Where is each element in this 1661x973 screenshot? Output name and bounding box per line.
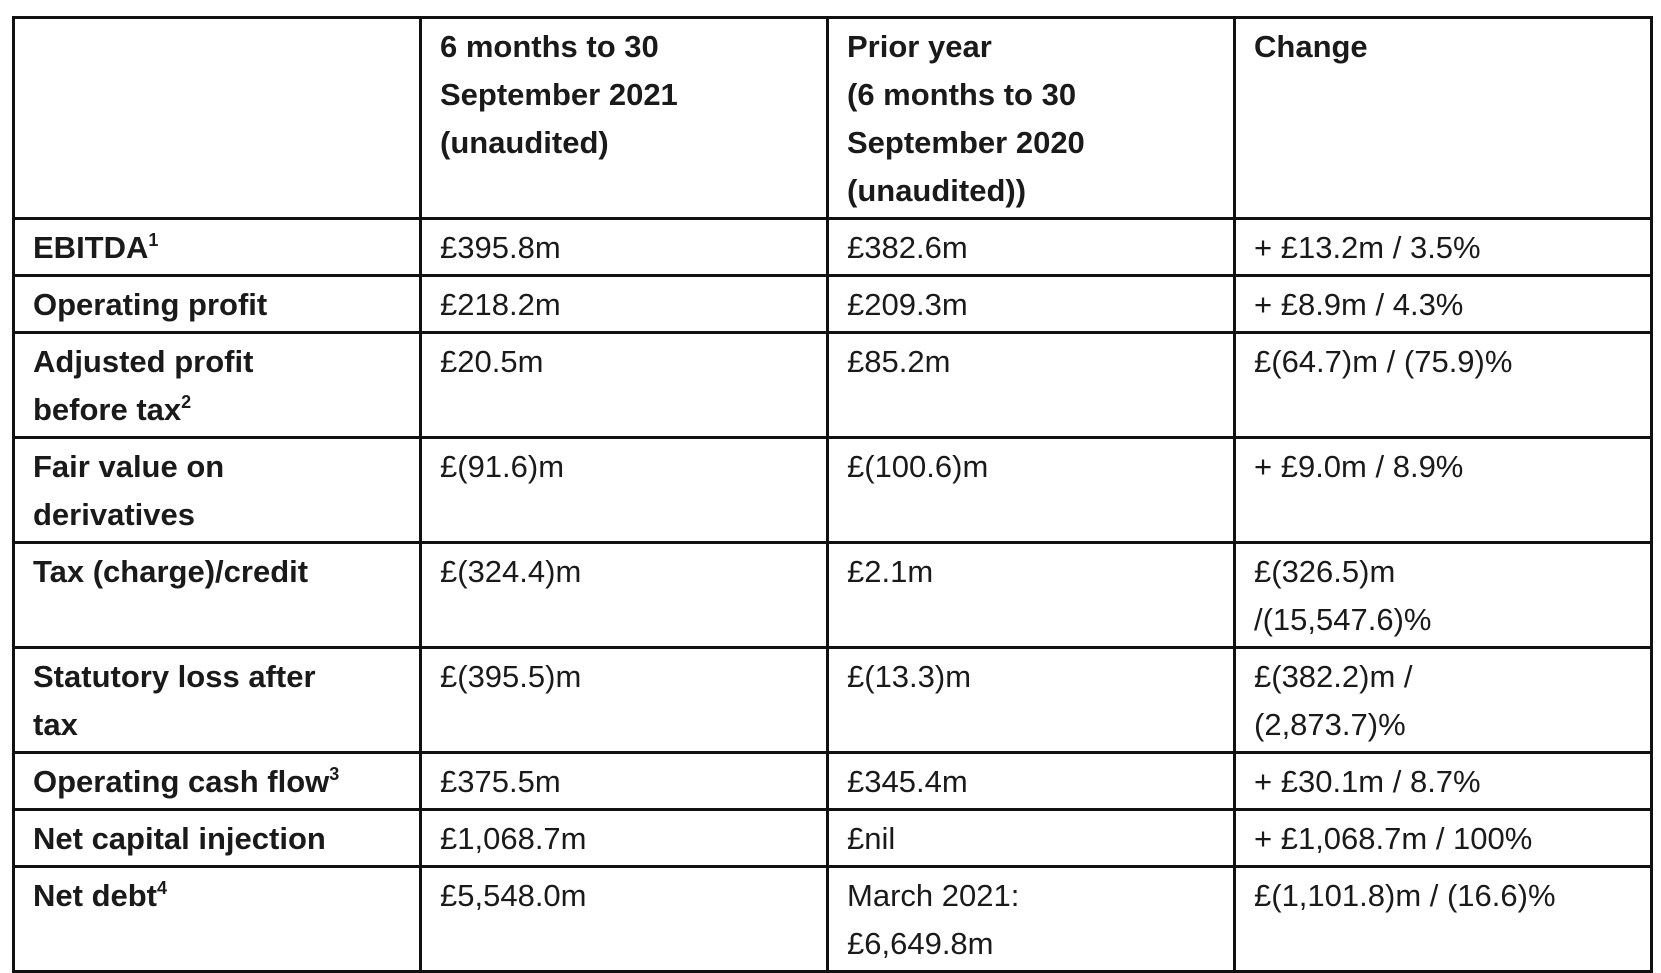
- current-period-value: [421, 543, 828, 648]
- table-row: [14, 648, 1652, 753]
- row-label: [14, 333, 421, 438]
- change-value: [1235, 867, 1652, 972]
- prior-year-value-line: [847, 653, 1215, 701]
- prior-year-value-text: March 2021:: [847, 878, 1020, 913]
- row-label-line: [33, 653, 401, 701]
- prior-year-value: [828, 276, 1235, 333]
- row-label: [14, 438, 421, 543]
- current-period-value-line: [440, 443, 808, 491]
- current-period-value-text: £(395.5)m: [440, 659, 582, 694]
- change-value-text: (2,873.7)%: [1254, 707, 1406, 742]
- change-value: [1235, 438, 1652, 543]
- prior-year-value-text: £85.2m: [847, 344, 951, 379]
- change-value: [1235, 219, 1652, 276]
- change-value-text: £(1,101.8)m / (16.6)%: [1254, 878, 1556, 913]
- current-period-value-text: £1,068.7m: [440, 821, 587, 856]
- current-period-value-text: £218.2m: [440, 287, 561, 322]
- row-label-line: [33, 815, 401, 863]
- current-period-value-text: £395.8m: [440, 230, 561, 265]
- row-label: [14, 219, 421, 276]
- change-value-text: + £1,068.7m / 100%: [1254, 821, 1533, 856]
- prior-year-value-line: [847, 815, 1215, 863]
- change-value: [1235, 543, 1652, 648]
- change-value-line: [1254, 701, 1632, 749]
- row-label-line: [33, 224, 401, 272]
- change-value-text: £(326.5)m: [1254, 554, 1396, 589]
- header-line: (unaudited)): [847, 173, 1027, 208]
- change-value-line: [1254, 872, 1632, 920]
- current-period-value-line: [440, 815, 808, 863]
- table-row: [14, 276, 1652, 333]
- change-value-text: + £30.1m / 8.7%: [1254, 764, 1481, 799]
- row-label: [14, 753, 421, 810]
- current-period-value-line: [440, 548, 808, 596]
- current-period-value: [421, 438, 828, 543]
- row-label-text: Net debt: [33, 878, 157, 913]
- change-value: [1235, 753, 1652, 810]
- change-value-line: [1254, 653, 1632, 701]
- prior-year-value-line: [847, 338, 1215, 386]
- prior-year-value-text: £209.3m: [847, 287, 968, 322]
- row-label-line: [33, 872, 401, 920]
- current-period-value-line: [440, 872, 808, 920]
- header-cell-prior-year: [828, 18, 1235, 219]
- header-line: 6 months to 30: [440, 29, 659, 64]
- current-period-value: [421, 219, 828, 276]
- current-period-value: [421, 753, 828, 810]
- row-label-text: Net capital injection: [33, 821, 326, 856]
- header-cell-empty: [14, 18, 421, 219]
- row-label-text: Tax (charge)/credit: [33, 554, 309, 589]
- change-value-line: [1254, 548, 1632, 596]
- change-value-line: [1254, 596, 1632, 644]
- row-label-text: Operating profit: [33, 287, 268, 322]
- change-value-line: [1254, 815, 1632, 863]
- prior-year-value-text: £(13.3)m: [847, 659, 972, 694]
- prior-year-value-line: [847, 443, 1215, 491]
- footnote-marker: 4: [157, 878, 168, 898]
- prior-year-value: [828, 543, 1235, 648]
- row-label-line: [33, 386, 401, 434]
- current-period-value-line: [440, 758, 808, 806]
- table-row: [14, 333, 1652, 438]
- current-period-value-text: £20.5m: [440, 344, 544, 379]
- prior-year-value: [828, 219, 1235, 276]
- prior-year-value-text: £(100.6)m: [847, 449, 989, 484]
- table-row: [14, 543, 1652, 648]
- header-line: Prior year: [847, 29, 992, 64]
- footnote-marker: 2: [181, 392, 192, 412]
- current-period-value-line: [440, 281, 808, 329]
- prior-year-value: [828, 753, 1235, 810]
- change-value-line: [1254, 443, 1632, 491]
- change-value: [1235, 276, 1652, 333]
- prior-year-value-line: [847, 548, 1215, 596]
- row-label-text: Adjusted profit: [33, 344, 254, 379]
- current-period-value-text: £(324.4)m: [440, 554, 582, 589]
- change-value-text: /(15,547.6)%: [1254, 602, 1432, 637]
- row-label: [14, 276, 421, 333]
- header-line: (unaudited): [440, 125, 609, 160]
- prior-year-value: [828, 648, 1235, 753]
- prior-year-value-line: [847, 224, 1215, 272]
- current-period-value-text: £375.5m: [440, 764, 561, 799]
- row-label-line: [33, 491, 401, 539]
- header-line: September 2021: [440, 77, 678, 112]
- header-line: Change: [1254, 29, 1368, 64]
- footnote-marker: 1: [148, 230, 159, 250]
- change-value-text: + £9.0m / 8.9%: [1254, 449, 1464, 484]
- current-period-value: [421, 648, 828, 753]
- current-period-value: [421, 276, 828, 333]
- row-label-text: EBITDA: [33, 230, 149, 265]
- current-period-value-text: £5,548.0m: [440, 878, 587, 913]
- row-label-line: [33, 338, 401, 386]
- table-body: [14, 219, 1652, 972]
- current-period-value-line: [440, 338, 808, 386]
- row-label-line: [33, 758, 401, 806]
- current-period-value-line: [440, 653, 808, 701]
- row-label: [14, 543, 421, 648]
- current-period-value: [421, 333, 828, 438]
- prior-year-value: [828, 438, 1235, 543]
- prior-year-value-text: £2.1m: [847, 554, 934, 589]
- prior-year-value-line: [847, 281, 1215, 329]
- row-label-text: tax: [33, 707, 78, 742]
- row-label-line: [33, 548, 401, 596]
- header-cell-change: [1235, 18, 1652, 219]
- row-label-text: Statutory loss after: [33, 659, 316, 694]
- prior-year-value-text: £382.6m: [847, 230, 968, 265]
- current-period-value: [421, 810, 828, 867]
- table-row: [14, 810, 1652, 867]
- prior-year-value: [828, 333, 1235, 438]
- table-row: [14, 753, 1652, 810]
- change-value-line: [1254, 224, 1632, 272]
- prior-year-value-text: £nil: [847, 821, 896, 856]
- header-line: (6 months to 30: [847, 77, 1077, 112]
- prior-year-value-text: £6,649.8m: [847, 926, 994, 961]
- prior-year-value-text: £345.4m: [847, 764, 968, 799]
- change-value: [1235, 810, 1652, 867]
- row-label-line: [33, 281, 401, 329]
- table-header-row: [14, 18, 1652, 219]
- row-label-text: Fair value on: [33, 449, 225, 484]
- row-label-line: [33, 701, 401, 749]
- current-period-value-text: £(91.6)m: [440, 449, 565, 484]
- row-label-text: derivatives: [33, 497, 195, 532]
- change-value-line: [1254, 758, 1632, 806]
- header-line: September 2020: [847, 125, 1085, 160]
- prior-year-value-line: [847, 758, 1215, 806]
- table-row: [14, 438, 1652, 543]
- change-value: [1235, 333, 1652, 438]
- table-row: [14, 219, 1652, 276]
- row-label: [14, 810, 421, 867]
- table-row: [14, 867, 1652, 972]
- current-period-value: [421, 867, 828, 972]
- change-value-text: £(64.7)m / (75.9)%: [1254, 344, 1513, 379]
- row-label: [14, 648, 421, 753]
- results-table-container: [12, 16, 1653, 973]
- footnote-marker: 3: [329, 764, 340, 784]
- change-value: [1235, 648, 1652, 753]
- row-label-text: before tax: [33, 392, 182, 427]
- prior-year-value: [828, 810, 1235, 867]
- prior-year-value-line: [847, 872, 1215, 920]
- row-label: [14, 867, 421, 972]
- row-label-text: Operating cash flow: [33, 764, 330, 799]
- financial-results-table: [12, 16, 1653, 973]
- change-value-line: [1254, 281, 1632, 329]
- change-value-text: + £8.9m / 4.3%: [1254, 287, 1464, 322]
- current-period-value-line: [440, 224, 808, 272]
- change-value-text: £(382.2)m /: [1254, 659, 1413, 694]
- header-cell-current-period: [421, 18, 828, 219]
- change-value-line: [1254, 338, 1632, 386]
- row-label-line: [33, 443, 401, 491]
- prior-year-value: [828, 867, 1235, 972]
- change-value-text: + £13.2m / 3.5%: [1254, 230, 1481, 265]
- prior-year-value-line: [847, 920, 1215, 968]
